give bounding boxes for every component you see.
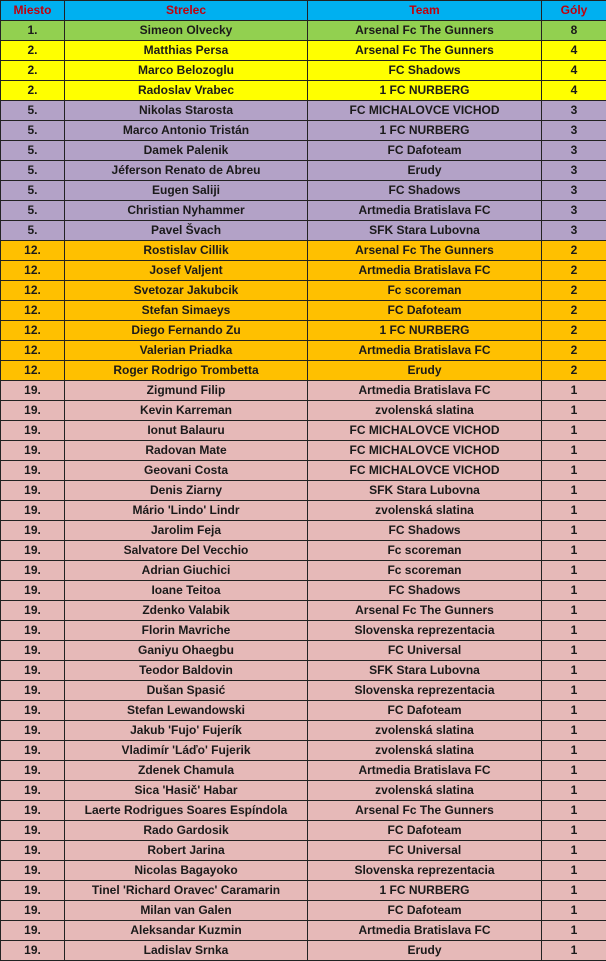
cell-rank: 19. xyxy=(1,581,65,601)
cell-scorer: Simeon Olvecky xyxy=(65,21,308,41)
table-row xyxy=(1,381,606,401)
cell-rank: 19. xyxy=(1,681,65,701)
cell-scorer: Jarolim Feja xyxy=(65,521,308,541)
table-row xyxy=(1,621,606,641)
table-row xyxy=(1,81,606,101)
cell-goals: 1 xyxy=(542,681,606,701)
cell-goals: 4 xyxy=(542,41,606,61)
cell-rank: 19. xyxy=(1,561,65,581)
cell-scorer: Tinel 'Richard Oravec' Caramarin xyxy=(65,881,308,901)
cell-goals: 1 xyxy=(542,521,606,541)
cell-team: Arsenal Fc The Gunners xyxy=(308,601,542,621)
cell-rank: 19. xyxy=(1,901,65,921)
cell-goals: 1 xyxy=(542,721,606,741)
cell-team: Artmedia Bratislava FC xyxy=(308,921,542,941)
cell-goals: 3 xyxy=(542,121,606,141)
cell-goals: 1 xyxy=(542,381,606,401)
cell-scorer: Diego Fernando Zu xyxy=(65,321,308,341)
cell-goals: 1 xyxy=(542,401,606,421)
cell-scorer: Stefan Lewandowski xyxy=(65,701,308,721)
cell-rank: 5. xyxy=(1,101,65,121)
cell-team: Slovenska reprezentacia xyxy=(308,861,542,881)
cell-team: FC MICHALOVCE VICHOD xyxy=(308,421,542,441)
cell-goals: 1 xyxy=(542,761,606,781)
cell-scorer: Marco Antonio Tristán xyxy=(65,121,308,141)
table-row xyxy=(1,241,606,261)
cell-goals: 1 xyxy=(542,421,606,441)
cell-team: FC Dafoteam xyxy=(308,821,542,841)
cell-scorer: Ionut Balauru xyxy=(65,421,308,441)
cell-scorer: Roger Rodrigo Trombetta xyxy=(65,361,308,381)
cell-rank: 1. xyxy=(1,21,65,41)
cell-scorer: Marco Belozoglu xyxy=(65,61,308,81)
cell-scorer: Kevin Karreman xyxy=(65,401,308,421)
table-row xyxy=(1,941,606,961)
cell-team: Slovenska reprezentacia xyxy=(308,681,542,701)
cell-team: Arsenal Fc The Gunners xyxy=(308,241,542,261)
cell-team: zvolenská slatina xyxy=(308,501,542,521)
cell-rank: 2. xyxy=(1,81,65,101)
cell-rank: 5. xyxy=(1,201,65,221)
cell-scorer: Vladimír 'Láďo' Fujerik xyxy=(65,741,308,761)
table-row xyxy=(1,681,606,701)
cell-rank: 5. xyxy=(1,121,65,141)
cell-team: FC Dafoteam xyxy=(308,301,542,321)
cell-rank: 5. xyxy=(1,181,65,201)
table-row xyxy=(1,641,606,661)
cell-scorer: Milan van Galen xyxy=(65,901,308,921)
cell-rank: 12. xyxy=(1,241,65,261)
table-row xyxy=(1,441,606,461)
table-row xyxy=(1,321,606,341)
table-row xyxy=(1,361,606,381)
cell-goals: 2 xyxy=(542,361,606,381)
cell-rank: 19. xyxy=(1,861,65,881)
cell-rank: 19. xyxy=(1,801,65,821)
cell-rank: 12. xyxy=(1,261,65,281)
cell-team: FC Shadows xyxy=(308,61,542,81)
cell-goals: 1 xyxy=(542,581,606,601)
cell-scorer: Jéferson Renato de Abreu xyxy=(65,161,308,181)
cell-scorer: Pavel Švach xyxy=(65,221,308,241)
header-team: Team xyxy=(308,1,542,21)
cell-team: 1 FC NURBERG xyxy=(308,121,542,141)
table-row xyxy=(1,821,606,841)
cell-goals: 1 xyxy=(542,601,606,621)
cell-team: SFK Stara Lubovna xyxy=(308,481,542,501)
cell-team: Erudy xyxy=(308,941,542,961)
cell-rank: 5. xyxy=(1,161,65,181)
table-row xyxy=(1,561,606,581)
cell-rank: 19. xyxy=(1,421,65,441)
cell-goals: 1 xyxy=(542,701,606,721)
cell-goals: 1 xyxy=(542,461,606,481)
cell-rank: 12. xyxy=(1,301,65,321)
cell-scorer: Stefan Simaeys xyxy=(65,301,308,321)
cell-scorer: Ganiyu Ohaegbu xyxy=(65,641,308,661)
table-row xyxy=(1,721,606,741)
table-row xyxy=(1,601,606,621)
header-rank: Miesto xyxy=(1,1,65,21)
cell-goals: 1 xyxy=(542,921,606,941)
cell-goals: 3 xyxy=(542,101,606,121)
cell-team: zvolenská slatina xyxy=(308,721,542,741)
cell-goals: 1 xyxy=(542,481,606,501)
cell-goals: 1 xyxy=(542,501,606,521)
cell-rank: 19. xyxy=(1,821,65,841)
cell-scorer: Radoslav Vrabec xyxy=(65,81,308,101)
cell-rank: 19. xyxy=(1,501,65,521)
cell-scorer: Rado Gardosik xyxy=(65,821,308,841)
table-row xyxy=(1,341,606,361)
table-row xyxy=(1,581,606,601)
table-row xyxy=(1,221,606,241)
cell-team: Artmedia Bratislava FC xyxy=(308,761,542,781)
cell-rank: 19. xyxy=(1,401,65,421)
cell-goals: 1 xyxy=(542,641,606,661)
table-row xyxy=(1,161,606,181)
cell-goals: 3 xyxy=(542,221,606,241)
cell-goals: 4 xyxy=(542,61,606,81)
cell-scorer: Zdenek Chamula xyxy=(65,761,308,781)
cell-scorer: Mário 'Lindo' Lindr xyxy=(65,501,308,521)
cell-team: FC Universal xyxy=(308,641,542,661)
cell-rank: 19. xyxy=(1,661,65,681)
cell-goals: 1 xyxy=(542,741,606,761)
table-row xyxy=(1,841,606,861)
cell-team: FC Shadows xyxy=(308,521,542,541)
cell-rank: 19. xyxy=(1,781,65,801)
cell-scorer: Sica 'Hasič' Habar xyxy=(65,781,308,801)
cell-scorer: Svetozar Jakubcik xyxy=(65,281,308,301)
table-row xyxy=(1,281,606,301)
table-row xyxy=(1,901,606,921)
cell-scorer: Damek Palenik xyxy=(65,141,308,161)
cell-goals: 4 xyxy=(542,81,606,101)
cell-team: FC Shadows xyxy=(308,581,542,601)
cell-rank: 19. xyxy=(1,921,65,941)
cell-rank: 19. xyxy=(1,641,65,661)
cell-team: Artmedia Bratislava FC xyxy=(308,341,542,361)
cell-scorer: Teodor Baldovin xyxy=(65,661,308,681)
cell-rank: 19. xyxy=(1,541,65,561)
cell-scorer: Josef Valjent xyxy=(65,261,308,281)
cell-scorer: Adrian Giuchici xyxy=(65,561,308,581)
cell-goals: 1 xyxy=(542,561,606,581)
cell-rank: 19. xyxy=(1,881,65,901)
cell-team: FC MICHALOVCE VICHOD xyxy=(308,101,542,121)
cell-team: SFK Stara Lubovna xyxy=(308,661,542,681)
cell-rank: 19. xyxy=(1,761,65,781)
cell-team: Fc scoreman xyxy=(308,281,542,301)
cell-team: FC Shadows xyxy=(308,181,542,201)
cell-team: FC Universal xyxy=(308,841,542,861)
cell-scorer: Radovan Mate xyxy=(65,441,308,461)
cell-goals: 2 xyxy=(542,261,606,281)
table-row xyxy=(1,421,606,441)
cell-team: Artmedia Bratislava FC xyxy=(308,381,542,401)
cell-scorer: Robert Jarina xyxy=(65,841,308,861)
cell-team: Fc scoreman xyxy=(308,541,542,561)
cell-team: 1 FC NURBERG xyxy=(308,321,542,341)
table-row xyxy=(1,261,606,281)
cell-scorer: Valerian Priadka xyxy=(65,341,308,361)
cell-goals: 2 xyxy=(542,281,606,301)
cell-scorer: Christian Nyhammer xyxy=(65,201,308,221)
table-row xyxy=(1,881,606,901)
cell-rank: 19. xyxy=(1,941,65,961)
cell-scorer: Salvatore Del Vecchio xyxy=(65,541,308,561)
cell-team: Artmedia Bratislava FC xyxy=(308,201,542,221)
cell-scorer: Geovani Costa xyxy=(65,461,308,481)
cell-rank: 19. xyxy=(1,601,65,621)
cell-team: Slovenska reprezentacia xyxy=(308,621,542,641)
cell-goals: 3 xyxy=(542,161,606,181)
table-row xyxy=(1,861,606,881)
cell-team: SFK Stara Lubovna xyxy=(308,221,542,241)
cell-rank: 19. xyxy=(1,701,65,721)
table-row xyxy=(1,61,606,81)
cell-goals: 1 xyxy=(542,801,606,821)
cell-team: FC Dafoteam xyxy=(308,901,542,921)
table-row xyxy=(1,701,606,721)
cell-goals: 1 xyxy=(542,441,606,461)
cell-rank: 12. xyxy=(1,321,65,341)
cell-team: Fc scoreman xyxy=(308,561,542,581)
cell-rank: 19. xyxy=(1,721,65,741)
table-row xyxy=(1,481,606,501)
cell-goals: 2 xyxy=(542,341,606,361)
cell-goals: 3 xyxy=(542,141,606,161)
table-row xyxy=(1,461,606,481)
cell-team: FC Dafoteam xyxy=(308,701,542,721)
table-row xyxy=(1,661,606,681)
cell-goals: 1 xyxy=(542,841,606,861)
cell-rank: 5. xyxy=(1,141,65,161)
cell-scorer: Eugen Saliji xyxy=(65,181,308,201)
table-row xyxy=(1,801,606,821)
header-scorer: Strelec xyxy=(65,1,308,21)
cell-team: Artmedia Bratislava FC xyxy=(308,261,542,281)
cell-team: Arsenal Fc The Gunners xyxy=(308,41,542,61)
cell-scorer: Zigmund Filip xyxy=(65,381,308,401)
table-row xyxy=(1,141,606,161)
cell-rank: 12. xyxy=(1,281,65,301)
cell-scorer: Aleksandar Kuzmin xyxy=(65,921,308,941)
cell-goals: 1 xyxy=(542,821,606,841)
cell-scorer: Matthias Persa xyxy=(65,41,308,61)
cell-goals: 8 xyxy=(542,21,606,41)
cell-rank: 12. xyxy=(1,361,65,381)
cell-team: Arsenal Fc The Gunners xyxy=(308,21,542,41)
cell-team: Erudy xyxy=(308,161,542,181)
cell-goals: 1 xyxy=(542,781,606,801)
cell-goals: 2 xyxy=(542,241,606,261)
cell-scorer: Jakub 'Fujo' Fujerík xyxy=(65,721,308,741)
table-row xyxy=(1,181,606,201)
header-row xyxy=(1,1,606,21)
cell-team: zvolenská slatina xyxy=(308,741,542,761)
cell-scorer: Laerte Rodrigues Soares Espíndola xyxy=(65,801,308,821)
cell-scorer: Rostislav Cillik xyxy=(65,241,308,261)
cell-team: 1 FC NURBERG xyxy=(308,81,542,101)
cell-rank: 19. xyxy=(1,741,65,761)
cell-scorer: Dušan Spasić xyxy=(65,681,308,701)
cell-team: FC MICHALOVCE VICHOD xyxy=(308,441,542,461)
table-row xyxy=(1,41,606,61)
cell-goals: 1 xyxy=(542,861,606,881)
cell-rank: 19. xyxy=(1,441,65,461)
table-row xyxy=(1,401,606,421)
cell-scorer: Florin Mavriche xyxy=(65,621,308,641)
table-row xyxy=(1,501,606,521)
cell-team: zvolenská slatina xyxy=(308,781,542,801)
cell-goals: 1 xyxy=(542,541,606,561)
cell-rank: 19. xyxy=(1,481,65,501)
cell-rank: 19. xyxy=(1,461,65,481)
table-row xyxy=(1,921,606,941)
cell-scorer: Nikolas Starosta xyxy=(65,101,308,121)
cell-rank: 19. xyxy=(1,521,65,541)
table-row xyxy=(1,121,606,141)
table-row xyxy=(1,521,606,541)
cell-goals: 3 xyxy=(542,181,606,201)
cell-goals: 1 xyxy=(542,941,606,961)
cell-goals: 2 xyxy=(542,301,606,321)
cell-rank: 12. xyxy=(1,341,65,361)
table-row xyxy=(1,541,606,561)
table-row xyxy=(1,741,606,761)
cell-team: FC Dafoteam xyxy=(308,141,542,161)
cell-team: FC MICHALOVCE VICHOD xyxy=(308,461,542,481)
table-row xyxy=(1,301,606,321)
cell-rank: 2. xyxy=(1,61,65,81)
cell-scorer: Nicolas Bagayoko xyxy=(65,861,308,881)
cell-goals: 2 xyxy=(542,321,606,341)
cell-goals: 1 xyxy=(542,621,606,641)
cell-goals: 3 xyxy=(542,201,606,221)
cell-rank: 2. xyxy=(1,41,65,61)
cell-team: Erudy xyxy=(308,361,542,381)
table-row xyxy=(1,101,606,121)
cell-rank: 19. xyxy=(1,841,65,861)
cell-scorer: Ioane Teitoa xyxy=(65,581,308,601)
table-body xyxy=(1,21,606,961)
cell-rank: 19. xyxy=(1,621,65,641)
table-row xyxy=(1,761,606,781)
cell-team: 1 FC NURBERG xyxy=(308,881,542,901)
cell-scorer: Denis Ziarny xyxy=(65,481,308,501)
table-row xyxy=(1,21,606,41)
cell-goals: 1 xyxy=(542,881,606,901)
cell-rank: 5. xyxy=(1,221,65,241)
cell-goals: 1 xyxy=(542,661,606,681)
cell-team: Arsenal Fc The Gunners xyxy=(308,801,542,821)
header-goals: Góly xyxy=(542,1,606,21)
cell-goals: 1 xyxy=(542,901,606,921)
cell-scorer: Ladislav Srnka xyxy=(65,941,308,961)
table-row xyxy=(1,781,606,801)
cell-scorer: Zdenko Valabik xyxy=(65,601,308,621)
table-header xyxy=(1,1,606,21)
table-row xyxy=(1,201,606,221)
cell-rank: 19. xyxy=(1,381,65,401)
cell-team: zvolenská slatina xyxy=(308,401,542,421)
